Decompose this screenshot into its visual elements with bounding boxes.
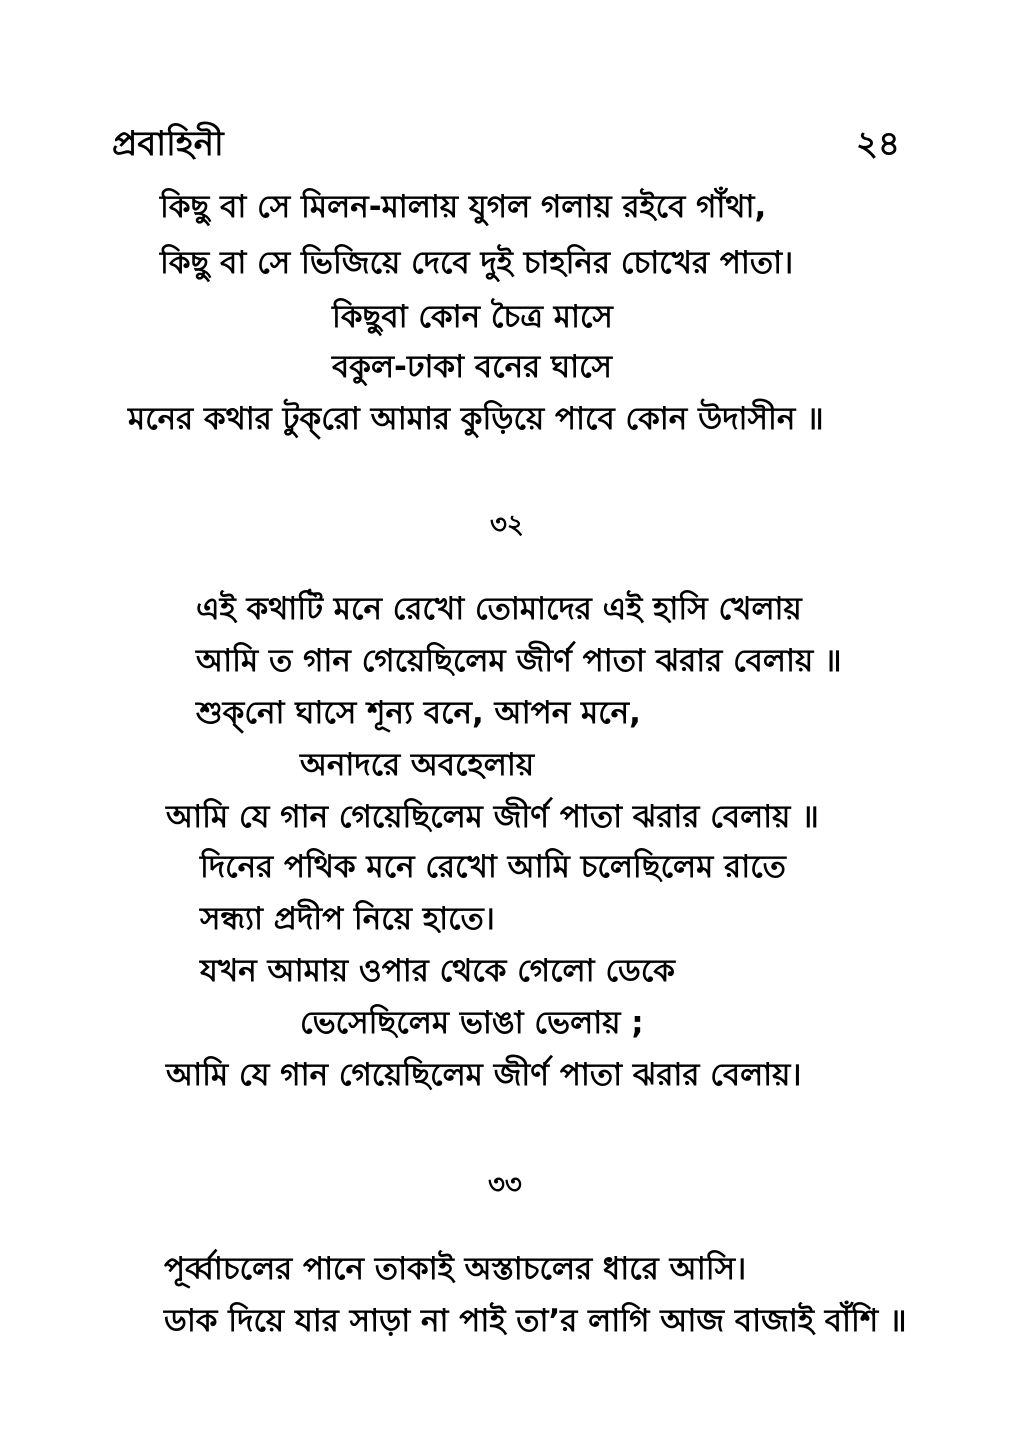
poem-line: কিছুবা কোন চৈত্র মাসে — [332, 299, 613, 335]
poem-line: আমি ত গান গেয়েছিলেম জীর্ণ পাতা ঝরার বেলায় ॥ — [196, 643, 842, 679]
poem-line: সন্ধ্যা প্রদীপ নিয়ে হাতে। — [200, 901, 495, 937]
poem-line: কিছু বা সে মিলন-মালায় যুগল গলায় রইবে গাঁথা, — [160, 189, 767, 225]
poem-line: ভেসেছিলেম ভাঙা ভেলায় ; — [300, 1005, 644, 1041]
poem-line: পূর্ব্বাচলের পানে তাকাই অস্তাচলের ধারে আসি। — [164, 1251, 747, 1287]
poem-number: ৩২ — [490, 510, 524, 540]
poem-line: শুক্‌নো ঘাসে শূন্য বনে, আপন মনে, — [196, 695, 641, 731]
poem-line: কিছু বা সে ভিজিয়ে দেবে দুই চাহনির চোখের পাতা। — [160, 245, 794, 281]
poem-number: ৩৩ — [488, 1170, 522, 1200]
poem-line: দিনের পথিক মনে রেখো আমি চলেছিলেম রাতে — [200, 849, 786, 885]
poem-line: বকুল-ঢাকা বনের ঘাসে — [332, 349, 613, 385]
page-number: ২৪ — [855, 124, 900, 164]
poem-line: এই কথাটি মনে রেখো তোমাদের এই হাসি খেলায় — [196, 591, 802, 627]
poem-line: আমি যে গান গেয়েছিলেম জীর্ণ পাতা ঝরার বেলায়। — [166, 1057, 802, 1093]
poem-line: ডাক দিয়ে যার সাড়া না পাই তা’র লাগি আজ বাজাই বাঁশি ॥ — [164, 1303, 907, 1339]
poem-line: অনাদরে অবহেলায় — [300, 747, 535, 783]
running-title: প্রবাহিনী — [112, 124, 224, 164]
poem-line: যখন আমায় ওপার থেকে গেলো ডেকে — [200, 953, 675, 989]
poem-line: মনের কথার টুক্‌রো আমার কুড়িয়ে পাবে কোন উদাসীন ॥ — [128, 401, 824, 437]
poem-line: আমি যে গান গেয়েছিলেম জীর্ণ পাতা ঝরার বেলায় ॥ — [166, 799, 819, 835]
